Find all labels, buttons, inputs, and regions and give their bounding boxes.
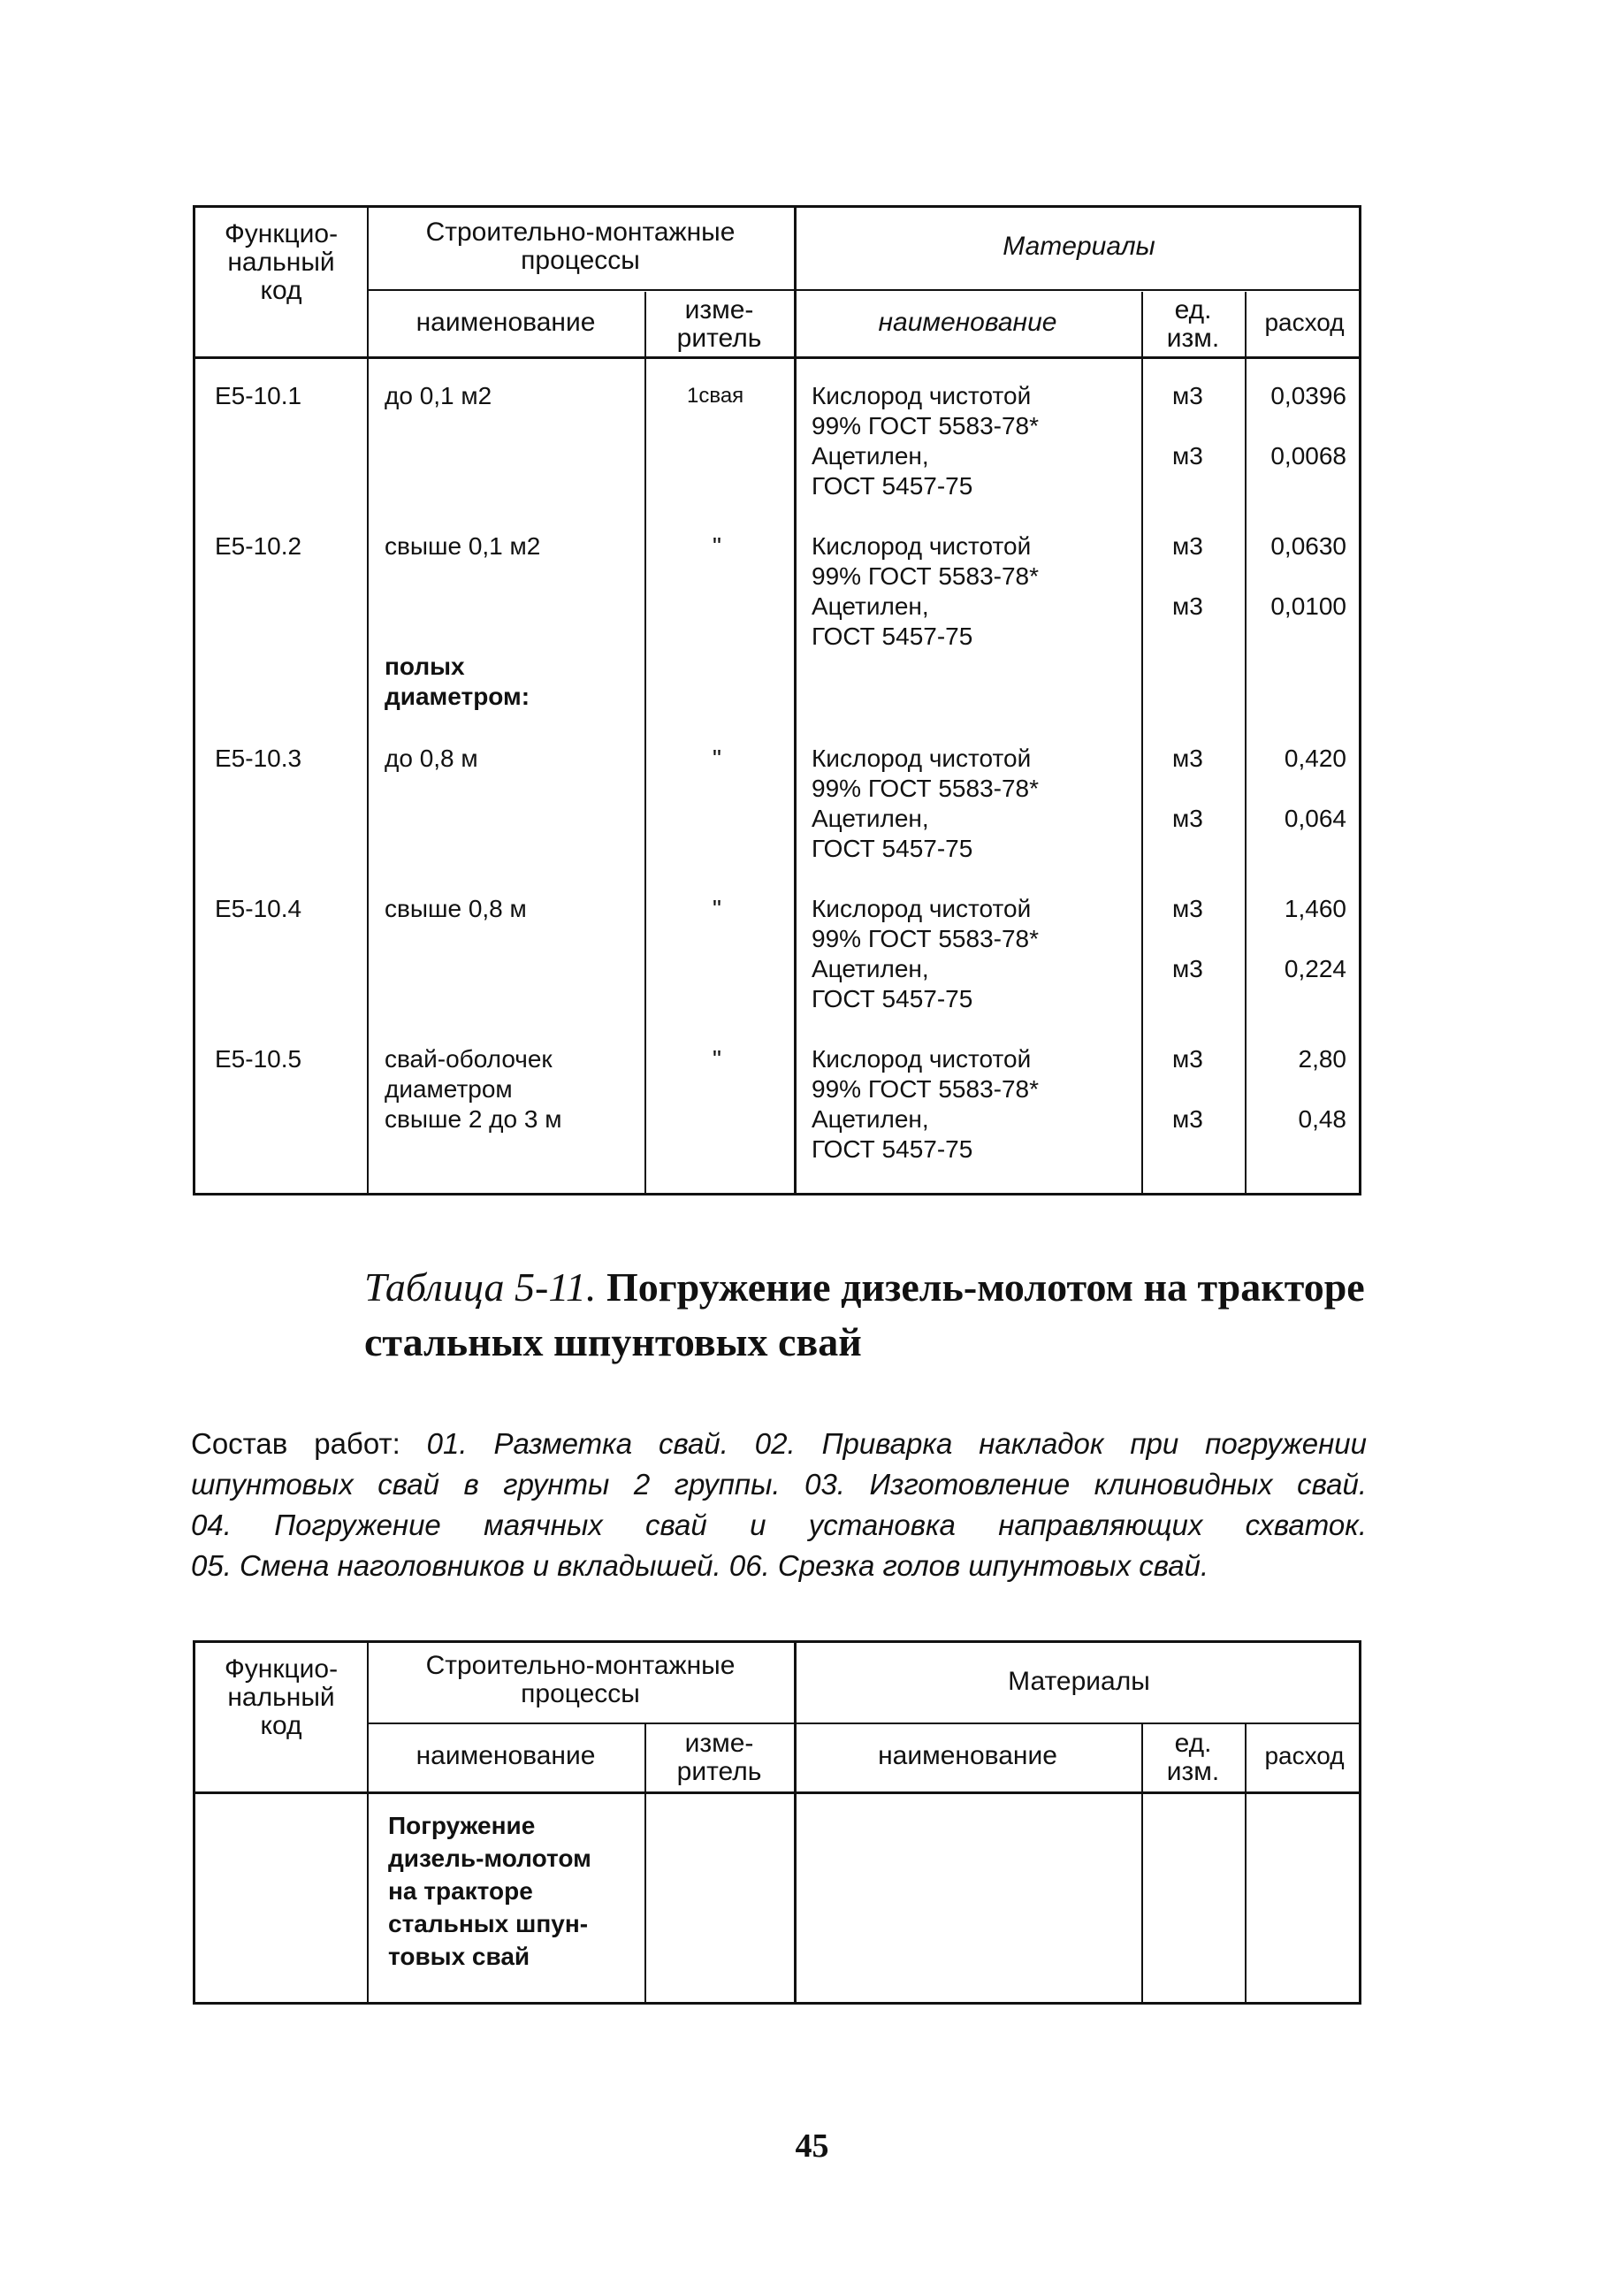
row-rate: 0,420 <box>1284 745 1346 772</box>
header-rate: расход <box>1264 1742 1345 1769</box>
row-unit: м3 <box>1172 895 1203 922</box>
row-material: Ацетилен, ГОСТ 5457-75 <box>812 442 973 500</box>
row-material: Ацетилен, ГОСТ 5457-75 <box>812 955 973 1012</box>
caption-label: Таблица 5-11. <box>364 1264 597 1310</box>
row-meter: " <box>713 1045 721 1073</box>
table-5-10-continued <box>193 205 1361 1195</box>
caption-title: Погружение дизель-молотом на тракторе стальных шпунтовых свай <box>364 1264 1365 1364</box>
row-material: Кислород чистотой 99% ГОСТ 5583-78* <box>812 895 1040 952</box>
row-material: Кислород чистотой 99% ГОСТ 5583-78* <box>812 532 1040 590</box>
row-code: Е5-10.2 <box>215 532 302 560</box>
row-unit: м3 <box>1172 1105 1203 1133</box>
header-unit: ед. изм. <box>1166 295 1220 353</box>
table-caption <box>364 1260 1425 1370</box>
header-rate: расход <box>1264 309 1345 336</box>
row-code: Е5-10.5 <box>215 1045 302 1073</box>
header-materials: Материалы <box>1003 232 1155 261</box>
header-processes: Строительно-монтажные процессы <box>425 218 736 275</box>
row-process-name: свыше 0,8 м <box>385 895 527 922</box>
composition-line: 04. Погружение маячных свай и установка направляющих схваток. <box>191 1509 1367 1541</box>
row-rate: 0,48 <box>1298 1105 1346 1133</box>
composition-line: 01. Разметка свай. 02. Приварка накладок при погружении <box>400 1427 1367 1460</box>
header-meter: изме- ритель <box>676 295 762 353</box>
header-func-code: Функцио- нальный код <box>224 219 339 305</box>
header-process-name: наименование <box>416 308 596 337</box>
row-rate: 0,224 <box>1284 955 1346 982</box>
row-rate: 0,0396 <box>1270 382 1346 409</box>
row-unit: м3 <box>1172 1045 1203 1073</box>
row-unit: м3 <box>1172 745 1203 772</box>
subheading-hollow: полых диаметром: <box>385 653 530 710</box>
row-code: Е5-10.4 <box>215 895 302 922</box>
row-unit: м3 <box>1172 805 1203 832</box>
header-process-name: наименование <box>416 1741 596 1770</box>
header-func-code: Функцио- нальный код <box>224 1654 339 1740</box>
row-rate: 0,0630 <box>1270 532 1346 560</box>
row-code: Е5-10.3 <box>215 745 302 772</box>
header-material-name: наименование <box>878 1741 1057 1770</box>
row-process-name: до 0,1 м2 <box>385 382 492 409</box>
header-processes: Строительно-монтажные процессы <box>425 1651 736 1708</box>
row-process-name: свыше 0,1 м2 <box>385 532 541 560</box>
header-unit: ед. изм. <box>1166 1729 1220 1786</box>
header-material-name: наименование <box>878 308 1057 337</box>
header-materials: Материалы <box>1008 1667 1150 1696</box>
header-meter: изме- ритель <box>676 1729 762 1786</box>
row-meter: " <box>713 745 721 772</box>
page-number: 45 <box>795 2127 829 2165</box>
table-5-11 <box>193 1640 1361 2005</box>
row-rate: 0,0100 <box>1270 592 1346 620</box>
row-material: Кислород чистотой 99% ГОСТ 5583-78* <box>812 382 1040 439</box>
row-meter: " <box>713 895 721 922</box>
row-rate: 0,0068 <box>1270 442 1346 470</box>
row-meter: " <box>713 532 721 560</box>
row-material: Кислород чистотой 99% ГОСТ 5583-78* <box>812 1045 1040 1103</box>
composition-line: 05. Смена наголовников и вкладышей. 06. Срезка голов шпунтовых свай. <box>191 1549 1209 1582</box>
composition-line: шпунтовых свай в грунты 2 группы. 03. Изготовление клиновидных свай. <box>191 1468 1367 1501</box>
row-unit: м3 <box>1172 532 1203 560</box>
row-rate: 2,80 <box>1298 1045 1346 1073</box>
row-code: Е5-10.1 <box>215 382 302 409</box>
row-meter: 1свая <box>687 384 744 408</box>
row-process-name: Погружение дизель-молотом на тракторе стальных шпун- товых свай <box>388 1812 591 1970</box>
row-material: Ацетилен, ГОСТ 5457-75 <box>812 1105 973 1163</box>
row-rate: 1,460 <box>1284 895 1346 922</box>
work-composition <box>191 1424 1367 1586</box>
row-material: Ацетилен, ГОСТ 5457-75 <box>812 592 973 650</box>
row-process-name: до 0,8 м <box>385 745 478 772</box>
row-process-name: свай-оболочек диаметром свыше 2 до 3 м <box>385 1045 562 1133</box>
row-unit: м3 <box>1172 382 1203 409</box>
row-unit: м3 <box>1172 955 1203 982</box>
composition-lead: Состав работ: <box>191 1427 400 1460</box>
row-material: Кислород чистотой 99% ГОСТ 5583-78* <box>812 745 1040 802</box>
row-rate: 0,064 <box>1284 805 1346 832</box>
row-material: Ацетилен, ГОСТ 5457-75 <box>812 805 973 862</box>
row-unit: м3 <box>1172 442 1203 470</box>
row-unit: м3 <box>1172 592 1203 620</box>
